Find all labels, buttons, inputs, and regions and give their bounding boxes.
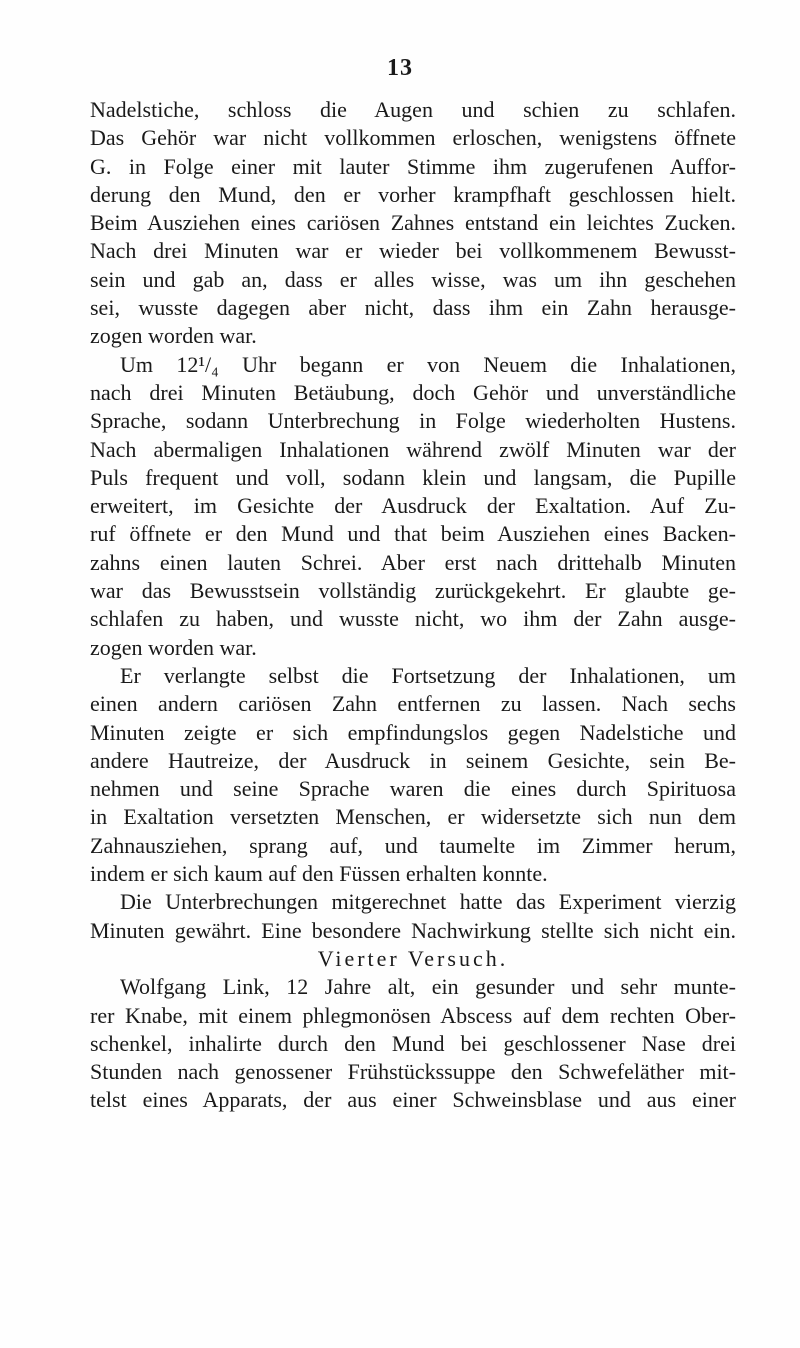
text-line: in Exaltation versetzten Menschen, er widersetzte sich nun dem: [90, 804, 736, 830]
text-line: derung den Mund, den er vorher krampfhaft geschlossen hielt.: [90, 181, 736, 207]
text-line: Vierter Versuch.: [317, 945, 509, 971]
text-line: sein und gab an, dass er alles wisse, was um ihn geschehen: [90, 266, 736, 292]
text-line: Minuten zeigte er sich empfindungslos gegen Nadelstiche und: [90, 719, 736, 745]
text-line: ruf öffnete er den Mund und that beim Ausziehen eines Backen-: [90, 521, 736, 547]
text-line: nehmen und seine Sprache waren die eines durch Spirituosa: [90, 776, 736, 802]
text-line: Zahnausziehen, sprang auf, und taumelte im Zimmer herum,: [90, 832, 736, 858]
text-line: Sprache, sodann Unterbrechung in Folge wiederholten Hustens.: [90, 408, 736, 434]
text-line: G. in Folge einer mit lauter Stimme ihm zugerufenen Auffor-: [90, 153, 736, 179]
text-line: schenkel, inhalirte durch den Mund bei geschlossener Nase drei: [90, 1030, 736, 1056]
text-line: Beim Ausziehen eines cariösen Zahnes entstand ein leichtes Zucken.: [90, 210, 736, 236]
page-number: 13: [387, 55, 413, 81]
text-line: Das Gehör war nicht vollkommen erloschen, wenigstens öffnete: [90, 125, 736, 151]
text-line: einen andern cariösen Zahn entfernen zu lassen. Nach sechs: [90, 691, 736, 717]
text-line: zogen worden war.: [90, 323, 257, 349]
text-line: Nadelstiche, schloss die Augen und schien zu schlafen.: [90, 97, 736, 122]
text-line: telst eines Apparats, der aus einer Schweinsblase und aus einer: [90, 1087, 736, 1113]
text-line: schlafen zu haben, und wusste nicht, wo ihm der Zahn ausge-: [90, 606, 736, 632]
text-line: Er verlangte selbst die Fortsetzung der Inhalationen, um: [120, 662, 736, 688]
body-text: [90, 96, 736, 1115]
text-line: Nach drei Minuten war er wieder bei vollkommenem Bewusst-: [90, 238, 736, 264]
text-line: andere Hautreize, der Ausdruck in seinem Gesichte, sein Be-: [90, 747, 736, 773]
text-line: zogen worden war.: [90, 634, 257, 660]
text-line: indem er sich kaum auf den Füssen erhalten konnte.: [90, 861, 548, 887]
text-line: Die Unterbrechungen mitgerechnet hatte das Experiment vierzig: [120, 889, 736, 915]
text-line: Nach abermaligen Inhalationen während zwölf Minuten war der: [90, 436, 736, 462]
text-line: nach drei Minuten Betäubung, doch Gehör und unverständliche: [90, 379, 736, 405]
text-line: rer Knabe, mit einem phlegmonösen Abscess auf dem rechten Ober-: [90, 1002, 736, 1028]
text-line: Minuten gewährt. Eine besondere Nachwirkung stellte sich nicht ein.: [90, 917, 736, 943]
text-line: sei, wusste dagegen aber nicht, dass ihm ein Zahn herausge-: [90, 295, 736, 321]
text-line: erweitert, im Gesichte der Ausdruck der Exaltation. Auf Zu-: [90, 493, 736, 519]
text-line: Wolfgang Link, 12 Jahre alt, ein gesunder und sehr munte-: [120, 974, 736, 1000]
text-line: war das Bewusstsein vollständig zurückgekehrt. Er glaubte ge-: [90, 578, 736, 604]
text-line: zahns einen lauten Schrei. Aber erst nach drittehalb Minuten: [90, 549, 736, 575]
text-line: Stunden nach genossener Frühstückssuppe den Schwefeläther mit-: [90, 1059, 736, 1085]
text-line: Puls frequent und voll, sodann klein und langsam, die Pupille: [90, 464, 736, 490]
text-line: Um 12¹/₄ Uhr begann er von Neuem die Inhalationen,: [120, 351, 736, 377]
